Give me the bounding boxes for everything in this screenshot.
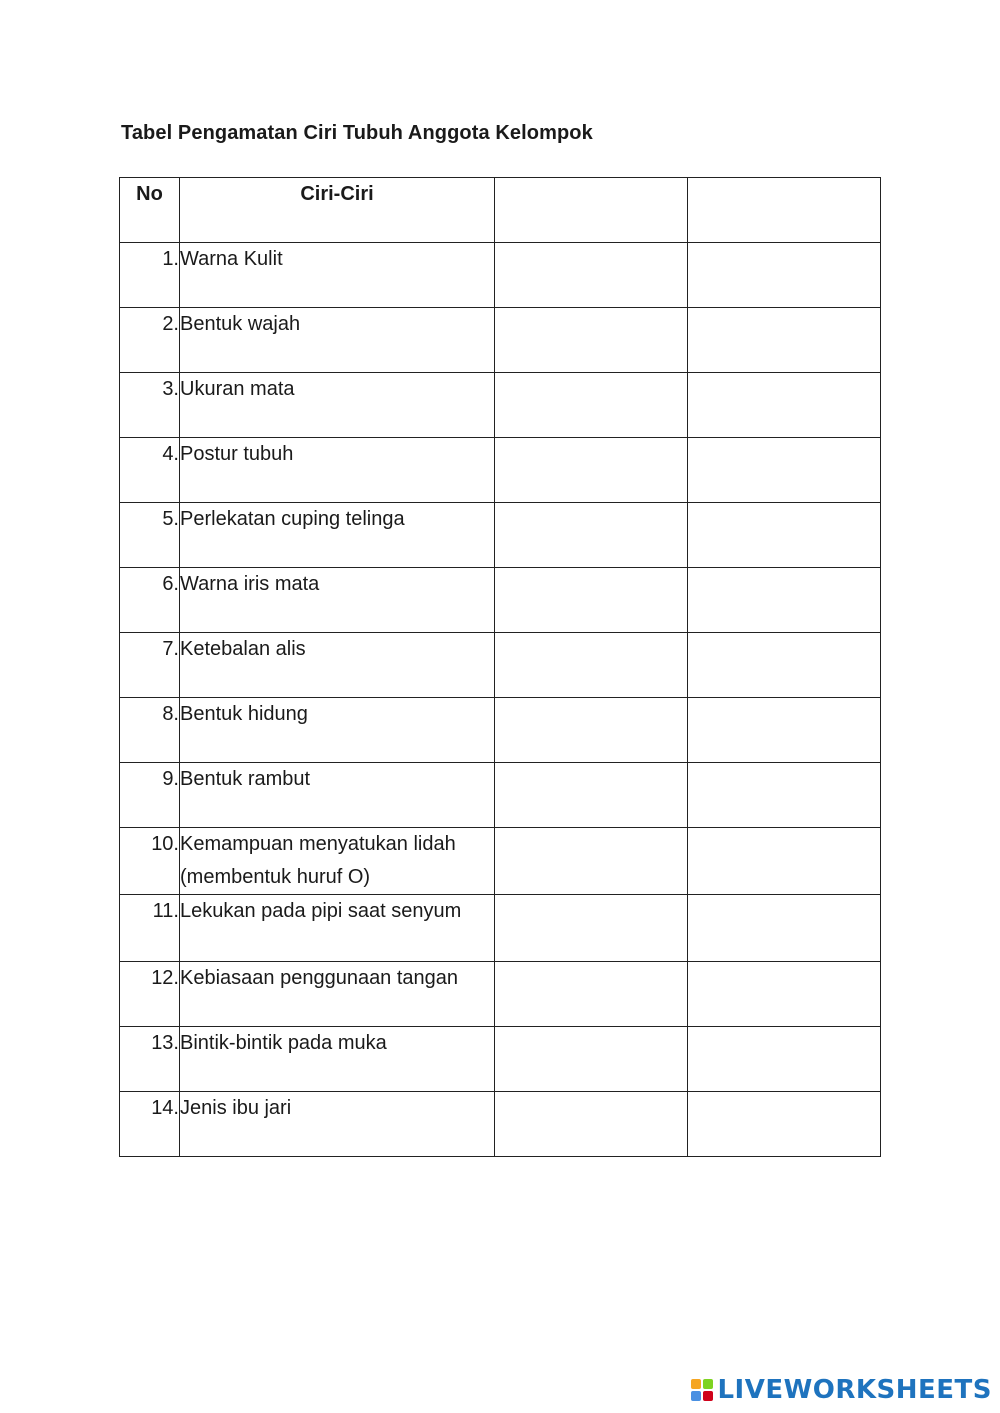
table-row [120,373,881,438]
table-row [120,698,881,763]
liveworksheets-logo-icon [691,1379,713,1401]
row-characteristic: Ketebalan alis [180,633,495,698]
observation-cell-1[interactable] [495,568,688,633]
row-number: 5. [120,503,180,568]
observation-cell-2[interactable] [688,438,881,503]
observation-cell-2[interactable] [688,698,881,763]
table-row [120,503,881,568]
header-blank-2[interactable] [688,178,881,243]
observation-cell-2[interactable] [688,962,881,1027]
row-number: 1. [120,243,180,308]
observation-cell-1[interactable] [495,503,688,568]
observation-cell-2[interactable] [688,1092,881,1157]
observation-cell-2[interactable] [688,828,881,895]
row-characteristic: Bentuk rambut [180,763,495,828]
table-row [120,763,881,828]
row-characteristic: Bintik-bintik pada muka [180,1027,495,1092]
observation-cell-2[interactable] [688,243,881,308]
table-row [120,1092,881,1157]
liveworksheets-watermark [691,1375,992,1405]
observation-cell-1[interactable] [495,373,688,438]
row-characteristic: Bentuk hidung [180,698,495,763]
observation-cell-2[interactable] [688,373,881,438]
observation-cell-1[interactable] [495,1092,688,1157]
row-characteristic: Bentuk wajah [180,308,495,373]
observation-cell-1[interactable] [495,243,688,308]
header-ciri: Ciri-Ciri [180,178,495,243]
row-characteristic: Perlekatan cuping telinga [180,503,495,568]
observation-cell-1[interactable] [495,962,688,1027]
observation-cell-2[interactable] [688,308,881,373]
row-characteristic: Warna iris mata [180,568,495,633]
observation-cell-2[interactable] [688,763,881,828]
page-title: Tabel Pengamatan Ciri Tubuh Anggota Kelompok [121,122,593,144]
observation-cell-1[interactable] [495,633,688,698]
header-no: No [120,178,180,243]
row-number: 13. [120,1027,180,1092]
observation-cell-2[interactable] [688,568,881,633]
row-characteristic: Jenis ibu jari [180,1092,495,1157]
table-header-row [120,178,881,243]
observation-cell-2[interactable] [688,895,881,962]
table-row [120,438,881,503]
row-number: 7. [120,633,180,698]
table-row [120,962,881,1027]
table-row [120,633,881,698]
row-number: 10. [120,828,180,895]
observation-cell-1[interactable] [495,308,688,373]
observation-cell-1[interactable] [495,828,688,895]
row-characteristic: Lekukan pada pipi saat senyum [180,895,495,962]
row-number: 8. [120,698,180,763]
row-characteristic: Kemampuan menyatukan lidah (membentuk huruf O) [180,828,495,895]
row-characteristic: Postur tubuh [180,438,495,503]
row-number: 11. [120,895,180,962]
observation-cell-2[interactable] [688,503,881,568]
row-number: 12. [120,962,180,1027]
row-number: 2. [120,308,180,373]
watermark-text: LIVEWORKSHEETS [717,1375,992,1405]
table-row [120,895,881,962]
row-number: 14. [120,1092,180,1157]
row-number: 4. [120,438,180,503]
observation-cell-1[interactable] [495,1027,688,1092]
table-row [120,828,881,895]
table-row [120,1027,881,1092]
row-characteristic: Kebiasaan penggunaan tangan [180,962,495,1027]
row-number: 3. [120,373,180,438]
table-row [120,243,881,308]
table-row [120,308,881,373]
header-blank-1[interactable] [495,178,688,243]
observation-cell-1[interactable] [495,438,688,503]
table-row [120,568,881,633]
observation-cell-1[interactable] [495,763,688,828]
observation-table [119,177,881,1157]
row-characteristic: Warna Kulit [180,243,495,308]
observation-cell-1[interactable] [495,895,688,962]
row-number: 9. [120,763,180,828]
observation-cell-1[interactable] [495,698,688,763]
observation-cell-2[interactable] [688,633,881,698]
row-characteristic: Ukuran mata [180,373,495,438]
observation-cell-2[interactable] [688,1027,881,1092]
row-number: 6. [120,568,180,633]
